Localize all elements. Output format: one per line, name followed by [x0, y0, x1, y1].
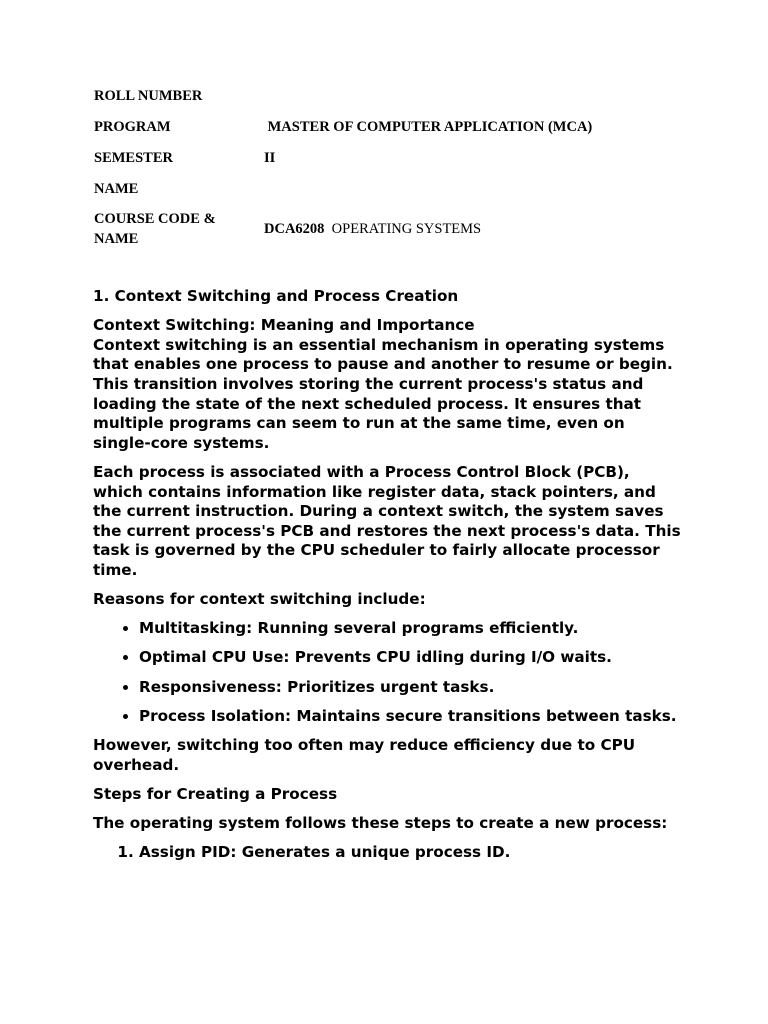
- course-name: OPERATING SYSTEMS: [331, 221, 482, 237]
- semester-label: SEMESTER: [94, 150, 173, 166]
- semester-value: II: [264, 150, 276, 166]
- section-title: 1. Context Switching and Process Creation: [93, 287, 459, 305]
- steps-heading: Steps for Creating a Process: [93, 784, 338, 803]
- list-item: • Multitasking: Running several programs efficiently.: [139, 619, 683, 639]
- program-label: PROGRAM: [94, 119, 171, 135]
- paragraph-1: Context switching is an essential mechanism in operating systems that enables one process to pause and another to resume or begin. This transition involves storing the current process's status and loading the state of the next scheduled process. It ensures that multiple programs can seem to run at the same time, even on single-core systems.: [93, 335, 673, 452]
- list-item: • Responsiveness: Prioritizes urgent tasks.: [139, 678, 683, 698]
- course-value: [264, 219, 481, 239]
- paragraph-3: However, switching too often may reduce efficiency due to CPU overhead.: [93, 736, 636, 774]
- roll-number-label: ROLL NUMBER: [94, 88, 203, 104]
- reasons-list: [93, 619, 683, 726]
- paragraph-2: Each process is associated with a Process Control Block (PCB), which contains information like register data, stack pointers, and the current instruction. During a context switch, the system saves the current process's PCB and restores the next process's data. This task is governed by the CPU scheduler to fairly allocate processor time.: [93, 462, 681, 579]
- document-body: [93, 287, 683, 872]
- steps-intro: The operating system follows these steps to create a new process:: [93, 814, 668, 832]
- course-code-label: [94, 209, 254, 249]
- subheading: Context Switching: Meaning and Importance: [93, 316, 475, 335]
- list-item: • Optimal CPU Use: Prevents CPU idling during I/O waits.: [139, 648, 683, 668]
- course-code-label-line1: COURSE CODE &: [94, 211, 216, 227]
- list-item: 1. Assign PID: Generates a unique process ID.: [139, 843, 683, 863]
- steps-list: [93, 843, 683, 863]
- course-code-label-line2: NAME: [94, 231, 139, 247]
- list-item: • Process Isolation: Maintains secure transitions between tasks.: [139, 707, 683, 727]
- course-code: DCA6208: [264, 221, 325, 237]
- name-label: NAME: [94, 181, 139, 197]
- context-switching-block: [93, 316, 683, 453]
- program-value: MASTER OF COMPUTER APPLICATION (MCA): [264, 119, 593, 135]
- reasons-intro: Reasons for context switching include:: [93, 590, 426, 609]
